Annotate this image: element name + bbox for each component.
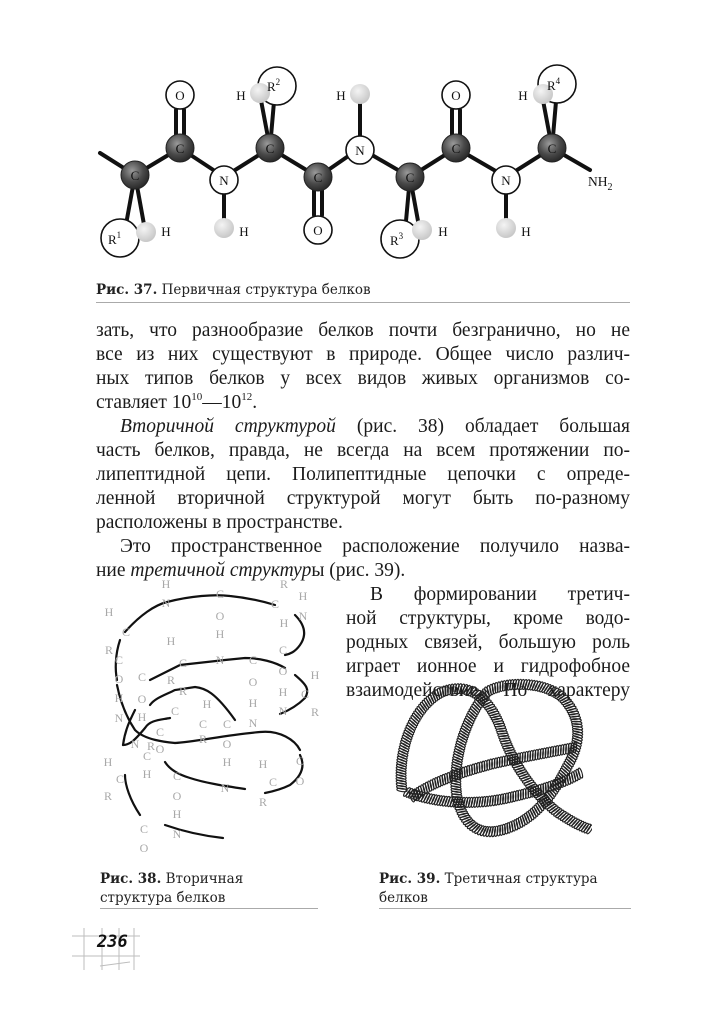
- helix-atom-h: H: [161, 580, 171, 591]
- caption-rule: [96, 302, 630, 303]
- coil-turn: [471, 703, 481, 713]
- exponent: 12: [241, 391, 253, 403]
- text-line: [96, 391, 257, 415]
- helix-atom-h: H: [310, 668, 320, 682]
- caption-label: Рис. 38.: [100, 871, 162, 887]
- text-line: ных типов белков у всех видов живых организмов со-: [96, 368, 630, 389]
- coil-turn: [562, 813, 572, 823]
- coil-turn: [558, 770, 568, 779]
- text-fragment: ние: [96, 560, 131, 581]
- coil-turn: [467, 710, 477, 719]
- helix-atom-n: N: [161, 596, 171, 610]
- caption-rule: [379, 908, 631, 909]
- coil-turn: [562, 763, 572, 772]
- helix-atom-h: H: [202, 697, 212, 711]
- coil-turn: [573, 819, 582, 829]
- helix-atom-c: C: [268, 775, 278, 789]
- helix-atom-r: R: [104, 643, 114, 657]
- helix-atom-c: C: [198, 717, 208, 731]
- helix-atom-o: O: [215, 609, 225, 623]
- helix-atom-h: H: [166, 634, 176, 648]
- caption-text: белков: [379, 890, 428, 906]
- text-line: родных связей, большую роль: [346, 632, 630, 653]
- helix-atom-c: C: [115, 772, 125, 786]
- coil-turn: [564, 815, 574, 825]
- nitrogen-label: N: [355, 143, 365, 158]
- helix-atom-c: C: [172, 769, 182, 783]
- helix-atom-h: H: [103, 755, 113, 769]
- text-line: зать, что разнообразие белков почти безгранично, но не: [96, 320, 630, 341]
- coil-turn: [555, 809, 565, 818]
- helix-atom-o: O: [139, 841, 149, 855]
- oxygen-label: O: [451, 88, 461, 103]
- carbon-label: C: [451, 141, 461, 156]
- helix-atom-r: R: [258, 795, 268, 809]
- hydrogen-atom: [214, 218, 234, 238]
- text-fragment: ставляет 10: [96, 392, 192, 413]
- helix-atom-n: N: [172, 827, 182, 841]
- figure-39-tertiary-structure: [392, 672, 592, 857]
- carbon-label: C: [265, 141, 275, 156]
- helix-atom-c: C: [300, 687, 310, 701]
- coil-turn: [561, 765, 571, 774]
- helix-atom-c: C: [114, 653, 124, 667]
- helix-atom-h: H: [114, 691, 124, 705]
- coil-turn: [465, 715, 475, 724]
- coil-turn: [557, 811, 567, 820]
- helix-atom-c: C: [155, 725, 165, 739]
- coil-turn: [471, 823, 481, 833]
- helix-atom-r: R: [166, 673, 176, 687]
- coil-turn: [566, 816, 576, 826]
- carbon-label: C: [405, 170, 415, 185]
- helix-atom-o: O: [295, 774, 305, 788]
- text-line: В формировании третич-: [370, 584, 630, 605]
- coil-turn: [466, 713, 476, 722]
- text-fragment: ы (рис. 39).: [311, 560, 406, 581]
- carbon-label: C: [547, 141, 557, 156]
- helix-atom-h: H: [278, 685, 288, 699]
- caption-label: Рис. 37.: [96, 282, 158, 298]
- text-fragment: —10: [202, 392, 242, 413]
- r1-label: $R^1$: [108, 230, 122, 247]
- helix-atom-o: O: [278, 664, 288, 678]
- carbon-label: C: [130, 168, 140, 183]
- helix-atom-h: H: [172, 807, 182, 821]
- carbon-label: C: [175, 141, 185, 156]
- helix-atom-o: O: [114, 672, 124, 686]
- text-line: часть белков, правда, не всегда на всем протяжении по-: [96, 440, 630, 461]
- helix-atom-c: C: [178, 656, 188, 670]
- text-line: [120, 415, 630, 439]
- helix-atom-c: C: [270, 597, 280, 611]
- helix-atom-c: C: [137, 670, 147, 684]
- text-line: липептидной цепи. Полипептидные цепочки с опреде-: [96, 464, 630, 485]
- coil-turn: [571, 818, 580, 828]
- text-line: Это пространственное расположение получило назва-: [120, 536, 630, 557]
- italic-term: третичной структур: [130, 560, 312, 581]
- coil-turn: [413, 710, 422, 720]
- helix-atom-h: H: [215, 627, 225, 641]
- coil-turn: [569, 817, 578, 827]
- coil-turn: [468, 708, 478, 717]
- coil-turn: [552, 689, 562, 698]
- coil-turn: [405, 724, 415, 733]
- helix-atom-h: H: [137, 710, 147, 724]
- helix-atom-c: C: [139, 822, 149, 836]
- coil-turn: [468, 687, 477, 697]
- figure-37-caption: [96, 282, 371, 298]
- coil-turn: [548, 686, 557, 696]
- exponent: 10: [191, 391, 203, 403]
- text-fragment: .: [252, 392, 258, 413]
- coil-turn: [411, 712, 421, 722]
- helix-atom-r: R: [310, 705, 320, 719]
- coiled-chain: [396, 679, 592, 837]
- hydrogen-label: H: [239, 224, 249, 239]
- oxygen-label: O: [175, 88, 185, 103]
- helix-atom-o: O: [172, 789, 182, 803]
- helix-atom-c: C: [121, 625, 131, 639]
- helix-atom-n: N: [220, 781, 230, 795]
- r4-label: $R^4$: [547, 76, 561, 93]
- coil-turn: [578, 822, 587, 832]
- helix-atom-c: C: [278, 643, 288, 657]
- helix-atom-h: H: [248, 696, 258, 710]
- caption-text: Первичная структура белков: [157, 282, 371, 298]
- caption-label: Рис. 39.: [379, 871, 441, 887]
- hydrogen-atom: [496, 218, 516, 238]
- coil-turn: [409, 717, 419, 726]
- text-line: расположены в пространстве.: [96, 512, 343, 533]
- helix-atom-c: C: [248, 653, 258, 667]
- helix-atom-h: H: [279, 616, 289, 630]
- helix-atom-h: H: [104, 605, 114, 619]
- coil-turn: [566, 756, 576, 765]
- text-line: все из них существуют в природе. Общее число различ-: [96, 344, 630, 365]
- helix-atom-o: O: [155, 742, 165, 756]
- r3-label: $R^3$: [390, 231, 404, 248]
- figure-38-secondary-structure: [95, 580, 325, 865]
- hydrogen-label: H: [336, 88, 346, 103]
- carbon-label: C: [313, 170, 323, 185]
- helix-atom-n: N: [248, 716, 258, 730]
- coil-turn: [560, 767, 570, 776]
- coil-turn: [546, 685, 555, 695]
- coil-turn: [554, 690, 564, 699]
- helix-atom-h: H: [298, 589, 308, 603]
- helix-atom-h: H: [222, 755, 232, 769]
- hydrogen-label: H: [236, 88, 246, 103]
- caption-text: структура белков: [100, 890, 226, 906]
- hydrogen-atom: [412, 220, 432, 240]
- helix-atom-n: N: [298, 609, 308, 623]
- helix-atom-c: C: [295, 754, 305, 768]
- helix-atom-c: C: [142, 749, 152, 763]
- helix-atom-c: C: [222, 717, 232, 731]
- r2-label: $R^2$: [267, 77, 281, 94]
- helix-atom-c: C: [170, 704, 180, 718]
- nitrogen-label: N: [501, 173, 511, 188]
- coil-turn: [469, 822, 479, 831]
- coil-turn: [470, 706, 480, 716]
- helix-atom-r: R: [103, 789, 113, 803]
- hydrogen-label: H: [518, 88, 528, 103]
- oxygen-label: O: [313, 223, 323, 238]
- coil-turn: [563, 760, 573, 770]
- figure-38-caption: [100, 870, 243, 908]
- helix-atom-r: R: [279, 580, 289, 591]
- caption-text: Вторичная: [161, 871, 244, 887]
- coil-turn: [410, 715, 420, 725]
- hydrogen-atom: [136, 222, 156, 242]
- hydrogen-label: H: [521, 224, 531, 239]
- hydrogen-label: H: [438, 224, 448, 239]
- text-line: ленной вторичной структурой могут быть по-разному: [96, 488, 630, 509]
- nitrogen-label: N: [219, 173, 229, 188]
- helix-atom-n: N: [130, 737, 140, 751]
- caption-text: Третичная структура: [440, 871, 598, 887]
- text-line: ной структуры, кроме водо-: [346, 608, 630, 629]
- caption-rule: [100, 908, 318, 909]
- coil-turn: [501, 742, 512, 747]
- page-number: 236: [97, 932, 128, 952]
- helix-atom-c: C: [215, 587, 225, 601]
- coil-turn: [559, 812, 569, 821]
- nh2-label: $NH_2$: [588, 174, 613, 193]
- helix-atom-o: O: [248, 675, 258, 689]
- text-line: взаимодействие. По характеру: [346, 680, 630, 701]
- helix-atom-n: N: [215, 653, 225, 667]
- hydrogen-atom: [350, 84, 370, 104]
- helix-atom-h: H: [258, 757, 268, 771]
- coil-turn: [564, 758, 574, 767]
- figure-39-caption: [379, 870, 598, 908]
- helix-atom-n: N: [114, 711, 124, 725]
- helix-atom-o: O: [222, 737, 232, 751]
- helix-atom-r: R: [198, 732, 208, 746]
- helix-atom-r: R: [146, 739, 156, 753]
- helix-atom-r: R: [178, 684, 188, 698]
- coil-turn: [464, 718, 474, 727]
- coil-turn: [550, 687, 560, 697]
- coil-turn: [404, 727, 414, 736]
- hydrogen-label: H: [161, 224, 171, 239]
- helix-atom-n: N: [278, 704, 288, 718]
- text-line: играет ионное и гидрофобное: [346, 656, 630, 677]
- helix-atom-h: H: [142, 767, 152, 781]
- figure-37-primary-structure: [90, 60, 650, 260]
- italic-term: Вторичной структурой: [120, 416, 336, 437]
- text-fragment: (рис. 38) обладает большая: [335, 416, 630, 437]
- helix-atom-o: O: [137, 692, 147, 706]
